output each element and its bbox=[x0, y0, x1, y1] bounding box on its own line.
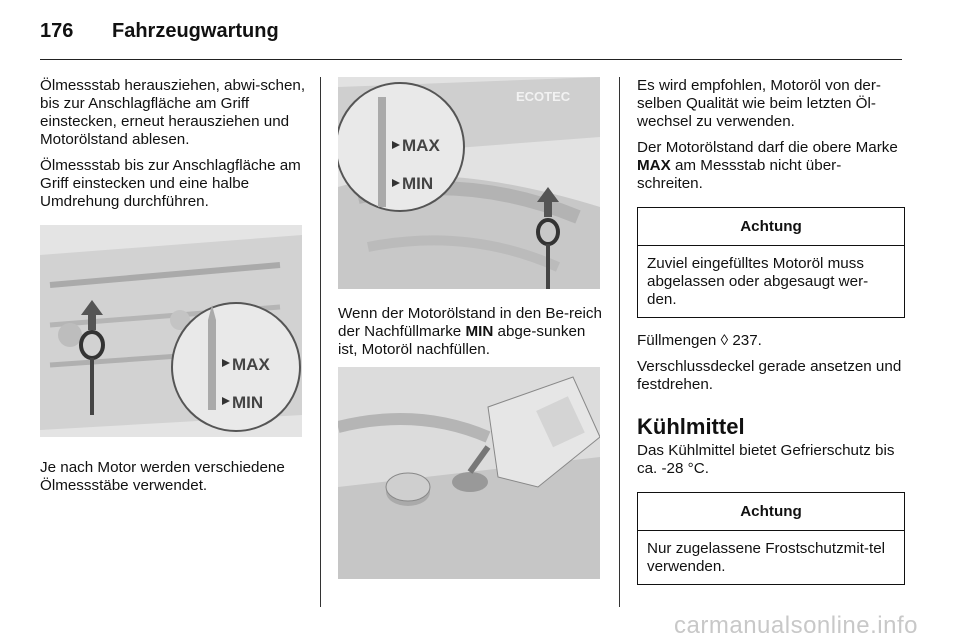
paragraph-dipstick-check: Ölmessstab herausziehen, abwi-schen, bis zur Anschlagfläche am Griff einstecken, erneut herausziehen und Motorölstand ablesen. bbox=[40, 77, 306, 148]
page-header bbox=[40, 20, 279, 43]
section-heading: Kühlmittel bbox=[637, 414, 745, 439]
column-2 bbox=[338, 77, 602, 579]
watermark: carmanualsonline.info bbox=[674, 612, 918, 639]
warning-text: Zuviel eingefülltes Motoröl muss abgelassen oder abgesaugt wer-den. bbox=[647, 255, 869, 308]
paragraph-dipstick-variants: Je nach Motor werden verschiedene Ölmessstäbe verwendet. bbox=[40, 459, 285, 494]
column-divider-1 bbox=[320, 77, 321, 607]
dipstick-max-label: MAX bbox=[232, 355, 270, 374]
paragraph-refill: Wenn der Motorölstand in den Be-reich der Nachfüllmarke MIN abge-sunken ist, Motoröl nachfüllen. bbox=[338, 305, 602, 358]
column-1 bbox=[40, 77, 306, 503]
column-3 bbox=[637, 77, 905, 599]
page-title: Fahrzeugwartung bbox=[112, 20, 279, 42]
page-number: 176 bbox=[40, 20, 74, 42]
warning-title: Achtung bbox=[638, 493, 904, 531]
page-reference[interactable]: 237. bbox=[728, 332, 762, 349]
paragraph-dipstick-insert: Ölmessstab bis zur Anschlagfläche am Griff einstecken und eine halbe Umdrehung durchführen. bbox=[40, 157, 301, 210]
dipstick-twist-illustration bbox=[40, 225, 302, 437]
oil-level-illustration bbox=[338, 77, 600, 289]
warning-title: Achtung bbox=[638, 208, 904, 246]
dipstick-min-label: MIN bbox=[232, 393, 264, 412]
paragraph-cap: Verschlussdeckel gerade ansetzen und festdrehen. bbox=[637, 358, 902, 393]
page-reference-icon[interactable]: ◊ bbox=[720, 332, 729, 349]
figure-dipstick-twist bbox=[40, 225, 302, 437]
paragraph-fill-quantities: Füllmengen ◊ 237. bbox=[637, 332, 762, 349]
min-mark: MIN bbox=[465, 323, 494, 340]
engine-logo: ECOTEC bbox=[516, 89, 571, 104]
oil-refill-illustration bbox=[338, 367, 600, 579]
figure-oil-refill bbox=[338, 367, 600, 579]
figure-oil-level bbox=[338, 77, 600, 289]
paragraph-oil-quality: Es wird empfohlen, Motoröl von der-selben Qualität wie beim letzten Öl-wechsel zu verwenden. bbox=[637, 77, 881, 130]
oil-min-label: MIN bbox=[402, 174, 434, 193]
paragraph-max-mark: Der Motorölstand darf die obere Marke MAX am Messstab nicht über-schreiten. bbox=[637, 139, 898, 192]
max-mark: MAX bbox=[637, 157, 671, 174]
oil-max-label: MAX bbox=[402, 136, 440, 155]
column-divider-2 bbox=[619, 77, 620, 607]
paragraph-coolant: Das Kühlmittel bietet Gefrierschutz bis ca. -28 °C. bbox=[637, 442, 895, 477]
warning-box-overfill bbox=[637, 207, 905, 318]
warning-box-antifreeze bbox=[637, 492, 905, 585]
header-rule bbox=[40, 59, 902, 60]
warning-text: Nur zugelassene Frostschutzmit-tel verwenden. bbox=[647, 540, 886, 575]
